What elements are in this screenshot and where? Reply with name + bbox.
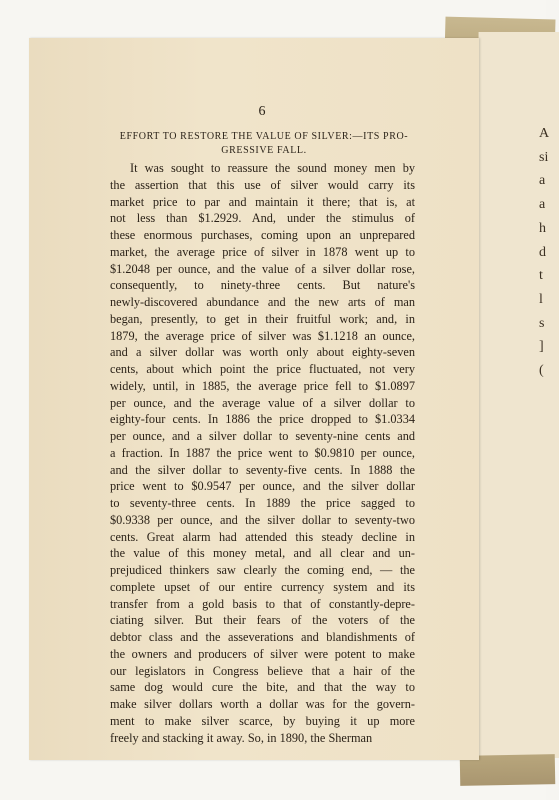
facing-page-letter: A [539, 126, 550, 141]
body-line: ciating silver. But their fears of the voters of the [110, 613, 415, 628]
facing-page-letter: t [539, 268, 543, 284]
body-line: cents. Great alarm had attended this steady decline in [110, 529, 415, 544]
body-line: the value of this money metal, and all clear and un- [110, 546, 415, 561]
body-line: newly-discovered abundance and the new arts of man [110, 295, 415, 309]
body-line: same dog would cure the bite, and that the way to [110, 680, 415, 695]
body-line: per ounce, and the average value of a silver dollar to [110, 395, 415, 410]
section-heading [108, 130, 420, 158]
heading-line: EFFORT TO RESTORE THE VALUE OF SILVER:—ITS PRO- [119, 131, 409, 142]
facing-page-letter: h [539, 220, 546, 236]
body-line: transfer from a gold basis to that of constantly-depre- [110, 596, 415, 611]
body-line: to seventy-three cents. In 1889 the price sagged to [110, 496, 415, 510]
facing-page-letter: d [539, 244, 546, 260]
body-line: widely, until, in 1885, the average price fell to $1.0897 [110, 378, 415, 393]
body-line: per ounce, and a silver dollar to seventy-nine cents and [110, 429, 415, 443]
body-line: prejudiced thinkers saw clearly the coming end, — the [110, 563, 415, 577]
body-line: eighty-four cents. In 1886 the price dropped to $1.0334 [110, 412, 415, 427]
body-line: market price to par and maintain it there; that is, at [110, 194, 415, 209]
body-line: 1879, the average price of silver was $1.1218 an ounce, [110, 328, 415, 343]
body-line: debtor class and the asseverations and blandishments of [110, 630, 415, 644]
facing-page-letter: a [539, 173, 546, 189]
body-line: ment to make silver scarce, by buying it up more [110, 713, 415, 728]
facing-page-text [539, 122, 549, 383]
body-line: a fraction. In 1887 the price went to $0.9810 per ounce, [110, 445, 415, 460]
body-line: began, presently, to get in their fruitful work; and, in [110, 311, 415, 326]
body-line: make silver dollars worth a dollar was for the govern- [110, 697, 415, 711]
body-line: the owners and producers of silver were potent to make [110, 646, 415, 661]
body-line: not less than $1.2929. And, under the stimulus of [110, 211, 415, 226]
body-line: and the silver dollar to seventy-five cents. In 1888 the [110, 462, 415, 477]
facing-page-letter: a [539, 197, 546, 213]
body-line: these enormous purchases, coming upon an unprepared [110, 228, 415, 242]
page-number: 6 [258, 104, 266, 119]
facing-page-letter: l [539, 291, 543, 307]
facing-page-letter: ( [539, 363, 544, 379]
facing-page-letter: s [539, 315, 545, 331]
body-line: $0.9338 per ounce, and the silver dollar to seventy-two [110, 512, 415, 527]
body-line: cents, about which point the price fluctuated, not very [110, 362, 415, 376]
body-line: complete upset of our entire currency system and its [110, 579, 415, 594]
facing-page-letter: ] [539, 339, 544, 355]
body-line: our legislators in Congress believe that a hair of the [110, 663, 415, 678]
body-paragraph [110, 160, 415, 746]
body-line: consequently, to ninety-three cents. But nature's [110, 278, 415, 293]
body-line: $1.2048 per ounce, and the value of a silver dollar rose, [110, 261, 415, 276]
body-line: market, the average price of silver in 1878 went up to [110, 244, 415, 259]
body-line: It was sought to reassure the sound money men by [130, 161, 415, 175]
facing-page-letter: si [539, 149, 549, 165]
heading-line: GRESSIVE FALL. [221, 145, 307, 156]
body-line: the assertion that this use of silver would carry its [110, 177, 415, 192]
body-line: price went to $0.9547 per ounce, and the silver dollar [110, 479, 415, 494]
body-line: and a silver dollar was worth only about eighty-seven [110, 345, 415, 360]
body-line: freely and stacking it away. So, in 1890, the Sherman [110, 730, 373, 745]
